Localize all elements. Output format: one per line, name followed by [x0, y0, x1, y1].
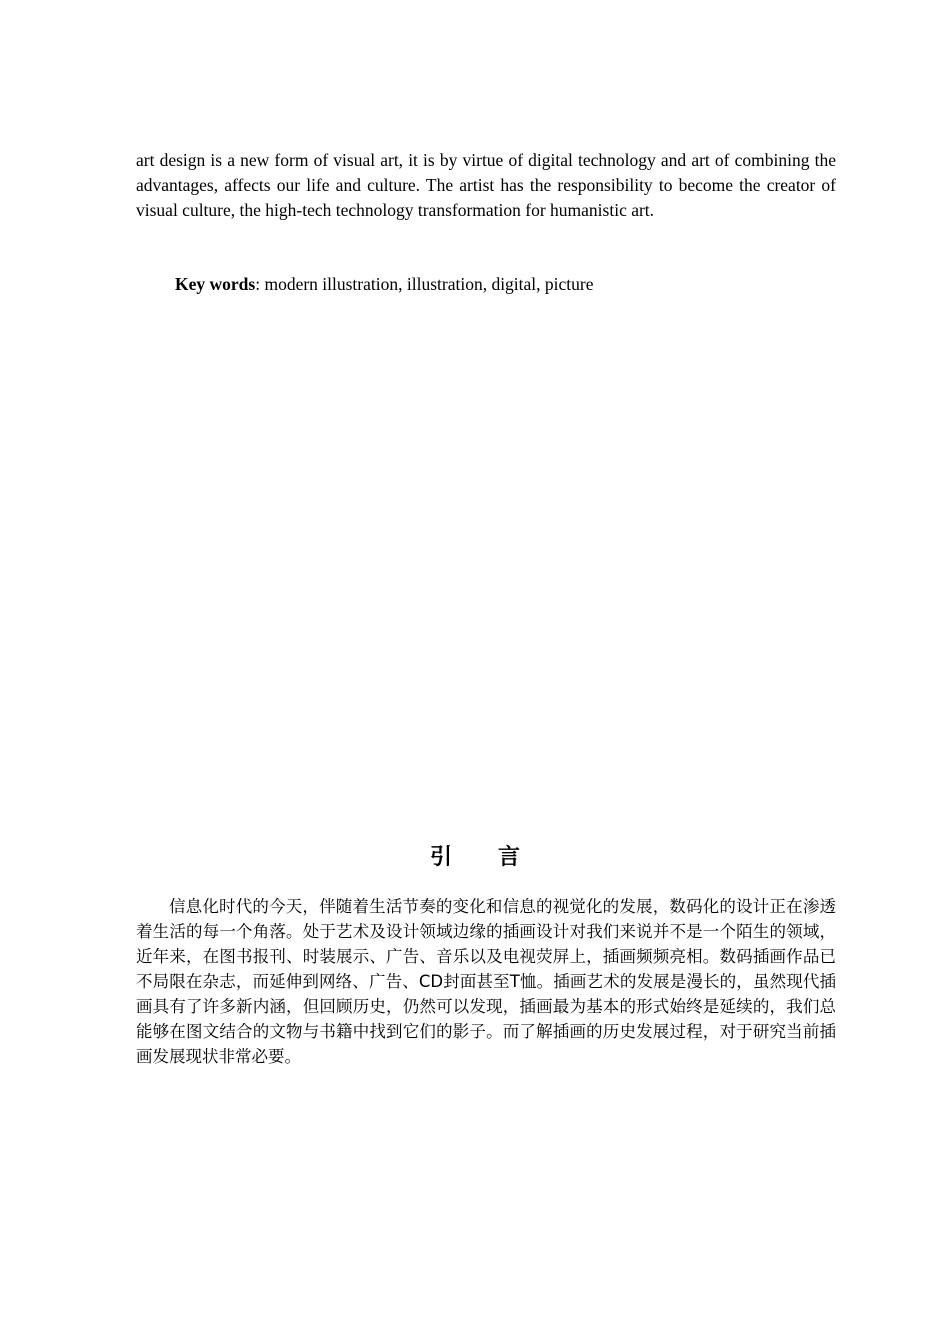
keywords-line — [175, 272, 836, 297]
abstract-english-paragraph: art design is a new form of visual art, it is by virtue of digital technology and art of combining the advantages, affects our life and culture. The artist has the responsibility to become the creator of visual culture, the high-tech technology transformation for humanistic art. — [136, 150, 836, 220]
keywords-text: modern illustration, illustration, digital, picture — [264, 274, 594, 294]
section-title-introduction — [0, 842, 950, 874]
section-title-char-1: 引 — [429, 845, 452, 870]
keywords-separator: : — [255, 274, 265, 294]
keywords-label: Key words — [175, 274, 256, 294]
section-title-char-2: 言 — [498, 845, 521, 870]
introduction-chinese-paragraph: 信息化时代的今天，伴随着生活节奏的变化和信息的视觉化的发展，数码化的设计正在渗透着生活的每一个角落。处于艺术及设计领域边缘的插画设计对我们来说并不是一个陌生的领域，近年来，在图书报刊、时装展示、广告、音乐以及电视荧屏上，插画频频亮相。数码插画作品已不局限在杂志，而延伸到网络、广告、CD封面甚至T恤。插画艺术的发展是漫长的，虽然现代插画具有了许多新内涵，但回顾历史，仍然可以发现，插画最为基本的形式始终是延续的，我们总能够在图文结合的文物与书籍中找到它们的影子。而了解插画的历史发展过程，对于研究当前插画发展现状非常必要。 — [136, 897, 836, 1066]
